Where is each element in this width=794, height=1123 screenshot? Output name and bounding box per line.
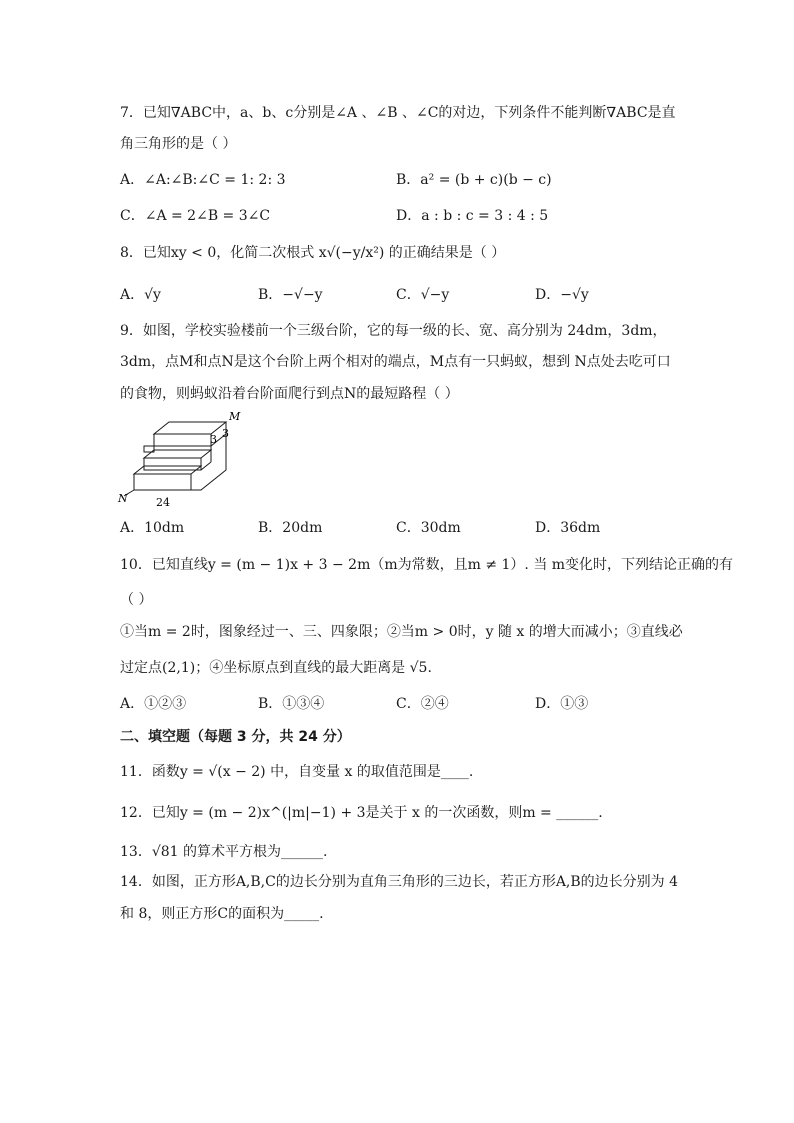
section-2-title: 二、填空题（每题 3 分，共 24 分） <box>120 729 351 745</box>
q10-option-d: D．①③ <box>535 696 589 712</box>
q10-option-c: C．②④ <box>396 696 449 712</box>
q14-stem-line1: 14．如图，正方形A,B,C的边长分别为直角三角形的三边长，若正方形A,B的边长分别为 4 <box>120 874 679 890</box>
q7-stem-line2: 角三角形的是（ ） <box>120 136 237 152</box>
staircase-figure <box>116 406 251 510</box>
q8-option-a: A．√y <box>120 287 161 303</box>
q9-stem-line3: 的食物，则蚂蚁沿着台阶面爬行到点N的最短路程（ ） <box>120 386 459 402</box>
q12-stem: 12．已知y = (m − 2)x^(|m|−1) + 3是关于 x 的一次函数，则m = ______. <box>120 805 603 821</box>
q7-option-d: D．a : b : c = 3 : 4 : 5 <box>396 208 549 224</box>
q9-option-a: A．10dm <box>120 520 185 536</box>
q13-stem: 13．√81 的算术平方根为______. <box>120 844 328 860</box>
q9-stem-line2: 3dm，点M和点N是这个台阶上两个相对的端点，M点有一只蚂蚁，想到 N点处去吃可口 <box>120 354 671 370</box>
q9-option-d: D．36dm <box>535 520 601 536</box>
q8-option-c: C．√−y <box>396 287 450 303</box>
q8-option-b: B．−√−y <box>258 287 323 303</box>
label-n: N <box>118 492 128 505</box>
label-3-front: 3 <box>210 433 217 446</box>
q10-stem-line3: ①当m = 2时，图象经过一、三、四象限；②当m > 0时，y 随 x 的增大而减小；③直线必 <box>120 624 683 640</box>
q7-option-b: B．a² = (b + c)(b − c) <box>396 172 552 188</box>
q7-option-a: A．∠A:∠B:∠C = 1: 2: 3 <box>120 172 286 188</box>
label-m: M <box>229 410 241 423</box>
q10-stem-line1: 10．已知直线y = (m − 1)x + 3 − 2m（m为常数，且m ≠ 1）. 当 m变化时，下列结论正确的有 <box>120 557 734 573</box>
q10-option-b: B．①③④ <box>258 696 325 712</box>
q8-option-d: D．−√y <box>535 287 589 303</box>
q11-stem: 11．函数y = √(x − 2) 中，自变量 x 的取值范围是____. <box>120 764 474 780</box>
label-3-side: 3 <box>222 427 229 440</box>
q8-stem: 8．已知xy < 0，化简二次根式 x√(−y/x²) 的正确结果是（ ） <box>120 245 506 261</box>
q10-stem-line4: 过定点(2,1)；④坐标原点到直线的最大距离是 √5. <box>120 660 432 676</box>
q7-stem-line1: 7．已知∇ABC中，a、b、c分别是∠A 、∠B 、∠C的对边，下列条件不能判断∇ABC是直 <box>120 105 676 121</box>
q9-option-b: B．20dm <box>258 520 323 536</box>
q10-stem-line2: （ ） <box>120 592 153 608</box>
q7-option-c: C．∠A = 2∠B = 3∠C <box>120 208 271 224</box>
label-24: 24 <box>156 496 170 509</box>
q9-option-c: C．30dm <box>396 520 461 536</box>
q10-option-a: A．①②③ <box>120 696 187 712</box>
q9-stem-line1: 9．如图，学校实验楼前一个三级台阶，它的每一级的长、宽、高分别为 24dm，3dm， <box>120 323 667 339</box>
q14-stem-line2: 和 8，则正方形C的面积为_____. <box>120 906 324 922</box>
